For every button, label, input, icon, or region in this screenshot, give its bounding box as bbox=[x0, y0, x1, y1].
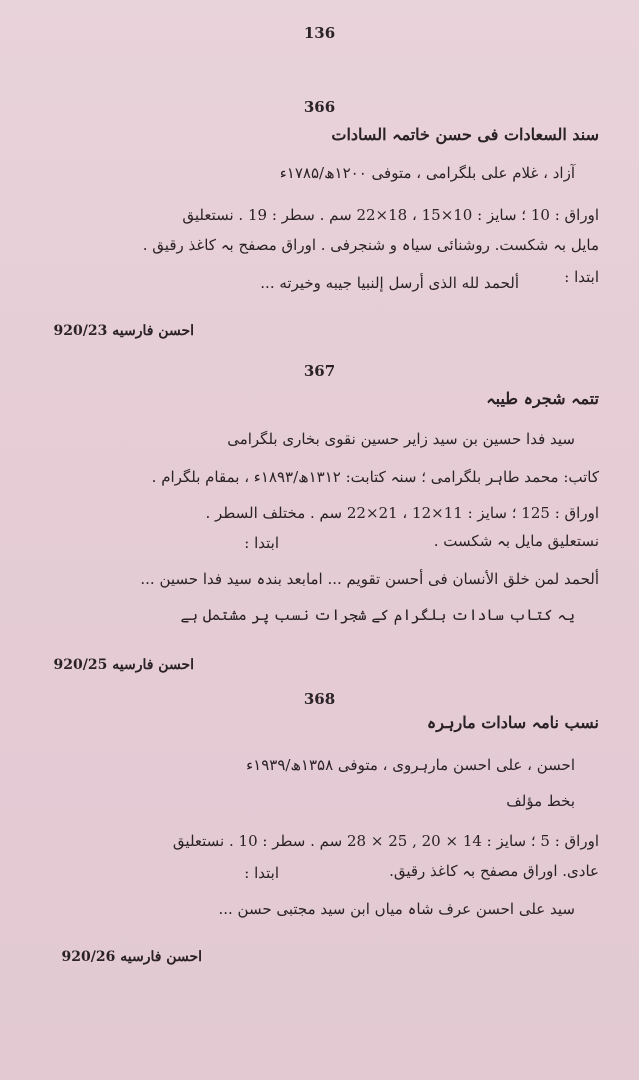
entry-beginning-label: ابتدا : bbox=[564, 268, 599, 286]
entry-author: آزاد ، غلام علی بلگرامی ، متوفی ۱۲۰۰ھ/۱۷۸۵ء bbox=[279, 164, 575, 182]
entry-reference: احسن فارسیه 920/23 bbox=[53, 323, 194, 339]
entry-author: سید فدا حسین بن سید زایر حسین نقوی بخاری بلگرامی bbox=[227, 430, 575, 448]
entry-number: 368 bbox=[303, 690, 336, 708]
entry-number: 366 bbox=[303, 98, 336, 116]
entry-details: اوراق : 125 ؛ سایز : 11×12 ، 21×22 سم . مختلف السطر . bbox=[205, 504, 599, 522]
page-number: 136 bbox=[303, 24, 336, 42]
entry-reference: احسن فارسیه 920/25 bbox=[53, 657, 194, 673]
entry-details: عادی. اوراق مصفح بہ کاغذ رقیق. bbox=[389, 862, 599, 880]
entry-details: مایل بہ شکست. روشنائی سیاہ و شنجرفی . اوراق مصفح بہ کاغذ رقیق . bbox=[142, 236, 599, 254]
entry-reference: احسن فارسیه 920/26 bbox=[61, 949, 202, 965]
entry-details: اوراق : 5 ؛ سایز : 14 × 20 , 25 × 28 سم . سطر : 10 . نستعلیق bbox=[172, 832, 599, 850]
entry-beginning-text: ألحمد لله الذی أرسل إلنبیا جیبه وخیرته ... bbox=[260, 274, 519, 292]
entry-details: نستعلیق مایل بہ شکست . bbox=[433, 532, 599, 550]
entry-autograph: بخط مؤلف bbox=[506, 792, 575, 810]
entry-title: تتمہ شجرہ طیبہ bbox=[486, 389, 599, 408]
entry-title: سند السعادات فی حسن خاتمہ السادات bbox=[331, 125, 599, 144]
entry-beginning-text: ألحمد لمن خلق الأنسان فی أحسن تقویم ... امابعد بندہ سید فدا حسین ... bbox=[140, 570, 599, 588]
entry-details: اوراق : 10 ؛ سایز : 10×15 ، 18×22 سم . سطر : 19 . نستعلیق bbox=[182, 206, 599, 224]
entry-beginning-label: ابتدا : bbox=[244, 864, 279, 882]
entry-note: یہ کتاب سادات بلگرام کے شجرات نسب پر مشتمل ہے bbox=[180, 606, 575, 624]
entry-scribe: کاتب: محمد طاہر بلگرامی ؛ سنہ کتابت: ۱۳۱۲ھ/۱۸۹۳ء ، بمقام بلگرام . bbox=[151, 468, 599, 486]
entry-author: احسن ، علی احسن مارہروی ، متوفی ۱۳۵۸ھ/۱۹۳۹ء bbox=[246, 756, 575, 774]
entry-beginning-text: سید علی احسن عرف شاہ میاں ابن سید مجتبی حسن ... bbox=[218, 900, 575, 918]
entry-title: نسب نامہ سادات مارہرہ bbox=[426, 713, 599, 732]
entry-beginning-label: ابتدا : bbox=[244, 534, 279, 552]
entry-number: 367 bbox=[303, 362, 336, 380]
